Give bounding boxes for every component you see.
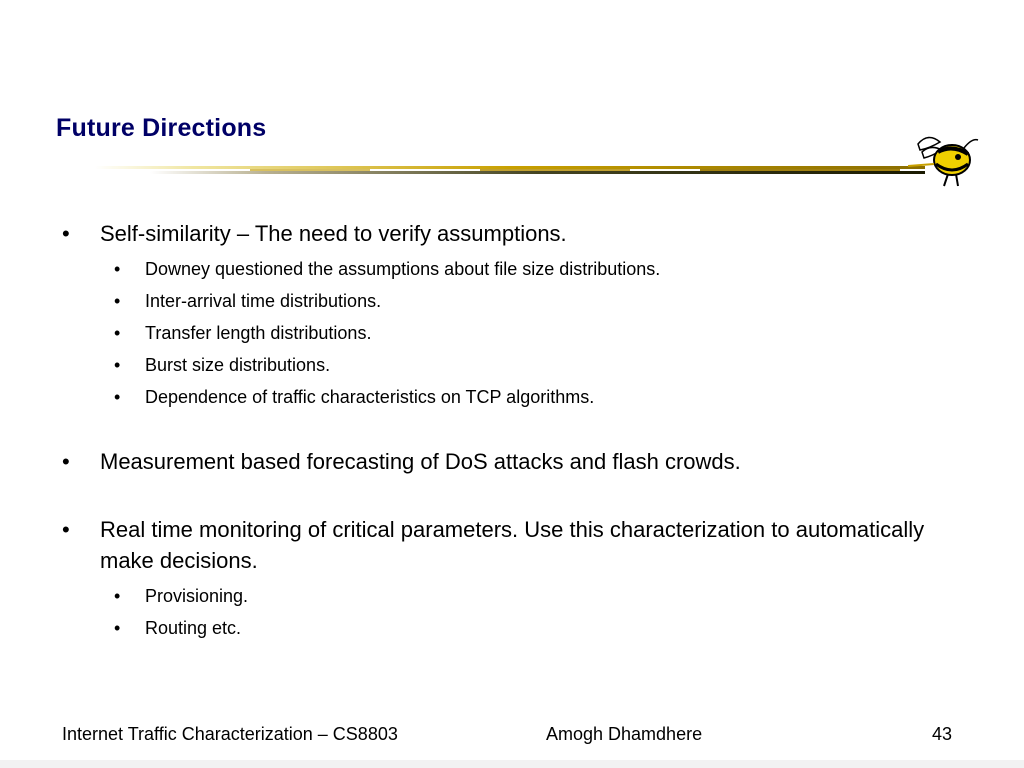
sub-bullet-text: Routing etc.: [145, 618, 242, 638]
sub-bullet: [62, 584, 962, 608]
footer-course: Internet Traffic Characterization – CS8803: [62, 724, 398, 744]
bullet-marker: •: [62, 517, 70, 542]
bullet-marker: •: [114, 355, 121, 375]
sub-bullet-text: Burst size distributions.: [145, 355, 331, 375]
bullet-marker: •: [62, 449, 70, 474]
sub-bullet-text: Inter-arrival time distributions.: [145, 291, 382, 311]
title-rule: [0, 158, 930, 178]
bullet-text: Self-similarity – The need to verify assumptions.: [100, 221, 567, 246]
bullet-marker: •: [114, 323, 121, 343]
bullet-real-time-monitoring: [62, 514, 962, 576]
bullet-forecasting: [62, 446, 962, 477]
sub-bullet: [62, 616, 962, 640]
slide-title: Future Directions: [56, 114, 267, 142]
bullet-marker: •: [114, 259, 121, 279]
sub-bullet-text: Transfer length distributions.: [145, 323, 372, 343]
bullet-marker: •: [114, 586, 121, 606]
sub-bullet: [62, 385, 962, 409]
sub-bullet-text: Provisioning.: [145, 586, 249, 606]
footer-author: Amogh Dhamdhere: [546, 724, 703, 744]
sub-bullet-text: Dependence of traffic characteristics on TCP algorithms.: [145, 387, 595, 407]
page-number: 43: [932, 724, 953, 744]
bullet-text: Real time monitoring of critical parameters. Use this characterization to automatically make decisions.: [100, 517, 925, 573]
sub-bullet: [62, 257, 962, 281]
bullet-marker: •: [114, 291, 121, 311]
slide-body: [62, 218, 962, 640]
bullet-marker: •: [114, 618, 121, 638]
bullet-self-similarity: [62, 218, 962, 249]
sub-bullet: [62, 321, 962, 345]
yellow-jacket-mascot-icon: [908, 130, 980, 190]
bullet-marker: •: [114, 387, 121, 407]
bottom-band: [0, 760, 1024, 768]
sub-bullet: [62, 289, 962, 313]
sub-bullet-text: Downey questioned the assumptions about file size distributions.: [145, 259, 661, 279]
bullet-text: Measurement based forecasting of DoS attacks and flash crowds.: [100, 449, 741, 474]
sub-bullet: [62, 353, 962, 377]
bullet-marker: •: [62, 221, 70, 246]
